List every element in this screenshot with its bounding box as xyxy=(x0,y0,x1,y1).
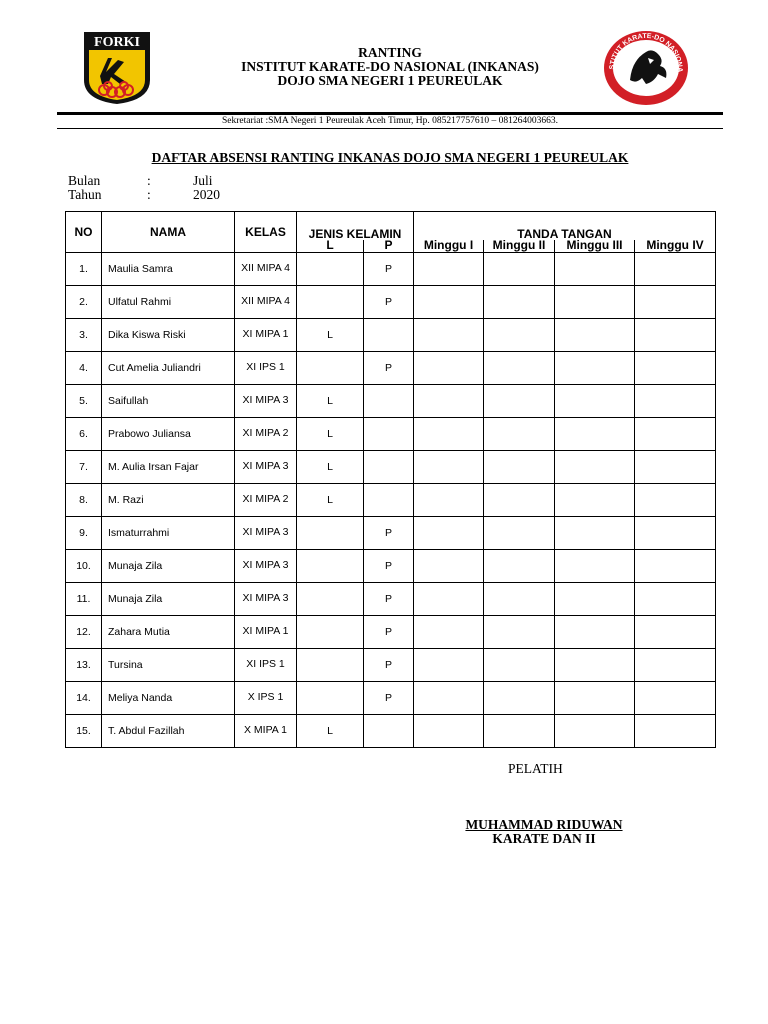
cell-signature-minggu-4 xyxy=(635,549,716,582)
secretariat-text: Sekretariat :SMA Negeri 1 Peureulak Aceh Timur, Hp. 085217757610 – 081264003663. xyxy=(221,116,559,126)
cell-nama: Ismaturrahmi xyxy=(102,516,235,549)
cell-p: P xyxy=(364,351,414,384)
table-row xyxy=(66,516,716,549)
cell-no: 13. xyxy=(66,648,102,681)
cell-signature-minggu-3 xyxy=(555,714,635,747)
cell-p: P xyxy=(364,615,414,648)
cell-kelas: XI MIPA 1 xyxy=(235,318,297,351)
cell-signature-minggu-2 xyxy=(484,384,555,417)
table-row xyxy=(66,615,716,648)
table-row xyxy=(66,417,716,450)
cell-kelas: XI MIPA 2 xyxy=(235,483,297,516)
document-title: DAFTAR ABSENSI RANTING INKANAS DOJO SMA NEGERI 1 PEUREULAK xyxy=(151,150,629,165)
cell-l xyxy=(297,516,364,549)
header-tanda-tangan: TANDA TANGAN xyxy=(414,212,716,240)
signature-rank: KARATE DAN II xyxy=(492,831,596,846)
cell-nama: Prabowo Juliansa xyxy=(102,417,235,450)
cell-signature-minggu-3 xyxy=(555,615,635,648)
cell-signature-minggu-1 xyxy=(414,417,484,450)
cell-p: P xyxy=(364,285,414,318)
cell-p xyxy=(364,318,414,351)
cell-signature-minggu-2 xyxy=(484,318,555,351)
cell-signature-minggu-3 xyxy=(555,648,635,681)
cell-kelas: XI MIPA 3 xyxy=(235,450,297,483)
cell-signature-minggu-3 xyxy=(555,351,635,384)
cell-signature-minggu-1 xyxy=(414,483,484,516)
cell-no: 9. xyxy=(66,516,102,549)
cell-nama: T. Abdul Fazillah xyxy=(102,714,235,747)
cell-nama: Maulia Samra xyxy=(102,252,235,285)
cell-nama: Meliya Nanda xyxy=(102,681,235,714)
cell-no: 11. xyxy=(66,582,102,615)
cell-signature-minggu-3 xyxy=(555,417,635,450)
cell-nama: Tursina xyxy=(102,648,235,681)
forki-logo-text: FORKI xyxy=(94,35,140,50)
cell-signature-minggu-1 xyxy=(414,648,484,681)
cell-signature-minggu-2 xyxy=(484,516,555,549)
cell-signature-minggu-1 xyxy=(414,285,484,318)
cell-kelas: XI IPS 1 xyxy=(235,351,297,384)
cell-kelas: X IPS 1 xyxy=(235,681,297,714)
table-row xyxy=(66,483,716,516)
cell-signature-minggu-1 xyxy=(414,384,484,417)
cell-l: L xyxy=(297,450,364,483)
cell-l: L xyxy=(297,483,364,516)
cell-no: 5. xyxy=(66,384,102,417)
cell-l: L xyxy=(297,384,364,417)
header-nama: NAMA xyxy=(102,212,235,253)
header-kelas: KELAS xyxy=(235,212,297,253)
signature-name: MUHAMMAD RIDUWAN xyxy=(465,817,623,832)
cell-signature-minggu-1 xyxy=(414,450,484,483)
pelatih-label: PELATIH xyxy=(508,761,563,776)
header-rule-thick xyxy=(57,112,723,115)
cell-signature-minggu-1 xyxy=(414,252,484,285)
cell-l xyxy=(297,252,364,285)
cell-nama: Munaja Zila xyxy=(102,549,235,582)
cell-nama: M. Razi xyxy=(102,483,235,516)
cell-p: P xyxy=(364,516,414,549)
cell-no: 4. xyxy=(66,351,102,384)
cell-signature-minggu-2 xyxy=(484,582,555,615)
header-minggu-4: Minggu IV xyxy=(635,240,716,253)
cell-kelas: X MIPA 1 xyxy=(235,714,297,747)
table-row xyxy=(66,681,716,714)
cell-kelas: XI MIPA 3 xyxy=(235,384,297,417)
cell-p: P xyxy=(364,549,414,582)
cell-l xyxy=(297,285,364,318)
table-body xyxy=(66,252,716,747)
cell-nama: M. Aulia Irsan Fajar xyxy=(102,450,235,483)
table-row xyxy=(66,318,716,351)
cell-kelas: XI MIPA 2 xyxy=(235,417,297,450)
cell-signature-minggu-2 xyxy=(484,549,555,582)
table-row xyxy=(66,582,716,615)
cell-signature-minggu-1 xyxy=(414,615,484,648)
cell-signature-minggu-1 xyxy=(414,681,484,714)
cell-signature-minggu-4 xyxy=(635,582,716,615)
cell-no: 2. xyxy=(66,285,102,318)
table-row xyxy=(66,252,716,285)
cell-l xyxy=(297,582,364,615)
cell-l: L xyxy=(297,714,364,747)
cell-signature-minggu-3 xyxy=(555,450,635,483)
cell-kelas: XI IPS 1 xyxy=(235,648,297,681)
cell-p xyxy=(364,450,414,483)
header-rule-thin xyxy=(57,128,723,129)
cell-signature-minggu-1 xyxy=(414,582,484,615)
cell-nama: Dika Kiswa Riski xyxy=(102,318,235,351)
bulan-value: Juli xyxy=(193,173,213,188)
cell-signature-minggu-2 xyxy=(484,681,555,714)
cell-no: 15. xyxy=(66,714,102,747)
header-dojo: DOJO SMA NEGERI 1 PEUREULAK xyxy=(277,73,503,88)
cell-kelas: XII MIPA 4 xyxy=(235,285,297,318)
cell-l xyxy=(297,351,364,384)
cell-p: P xyxy=(364,252,414,285)
tahun-colon: : xyxy=(147,187,151,202)
cell-nama: Munaja Zila xyxy=(102,582,235,615)
cell-signature-minggu-4 xyxy=(635,285,716,318)
cell-signature-minggu-2 xyxy=(484,417,555,450)
header-l: L xyxy=(297,240,364,253)
bulan-label: Bulan xyxy=(68,173,101,188)
cell-signature-minggu-1 xyxy=(414,351,484,384)
header-minggu-2: Minggu II xyxy=(484,240,555,253)
header-ranting: RANTING xyxy=(358,45,422,60)
cell-signature-minggu-3 xyxy=(555,318,635,351)
cell-no: 3. xyxy=(66,318,102,351)
table-row xyxy=(66,384,716,417)
cell-signature-minggu-2 xyxy=(484,648,555,681)
inkanas-bottom-text: INKANAS xyxy=(627,83,665,98)
cell-nama: Saifullah xyxy=(102,384,235,417)
cell-signature-minggu-3 xyxy=(555,681,635,714)
cell-signature-minggu-2 xyxy=(484,483,555,516)
cell-signature-minggu-3 xyxy=(555,582,635,615)
cell-signature-minggu-4 xyxy=(635,351,716,384)
cell-kelas: XI MIPA 3 xyxy=(235,582,297,615)
cell-signature-minggu-2 xyxy=(484,615,555,648)
cell-p: P xyxy=(364,681,414,714)
cell-no: 10. xyxy=(66,549,102,582)
cell-l xyxy=(297,648,364,681)
cell-kelas: XII MIPA 4 xyxy=(235,252,297,285)
cell-signature-minggu-1 xyxy=(414,318,484,351)
forki-logo xyxy=(82,30,152,105)
cell-signature-minggu-4 xyxy=(635,483,716,516)
cell-l: L xyxy=(297,318,364,351)
bulan-colon: : xyxy=(147,173,151,188)
cell-p xyxy=(364,483,414,516)
inkanas-logo xyxy=(602,30,690,106)
header-jenis-kelamin: JENIS KELAMIN xyxy=(297,212,414,240)
header-no: NO xyxy=(66,212,102,253)
cell-nama: Ulfatul Rahmi xyxy=(102,285,235,318)
table-row xyxy=(66,714,716,747)
table-row xyxy=(66,549,716,582)
table-row xyxy=(66,285,716,318)
cell-signature-minggu-3 xyxy=(555,285,635,318)
cell-signature-minggu-2 xyxy=(484,351,555,384)
cell-signature-minggu-3 xyxy=(555,549,635,582)
cell-no: 1. xyxy=(66,252,102,285)
table-row xyxy=(66,450,716,483)
cell-kelas: XI MIPA 3 xyxy=(235,549,297,582)
cell-signature-minggu-4 xyxy=(635,516,716,549)
cell-signature-minggu-2 xyxy=(484,252,555,285)
cell-signature-minggu-2 xyxy=(484,285,555,318)
cell-nama: Cut Amelia Juliandri xyxy=(102,351,235,384)
cell-signature-minggu-4 xyxy=(635,648,716,681)
header-minggu-1: Minggu I xyxy=(414,240,484,253)
cell-signature-minggu-4 xyxy=(635,450,716,483)
cell-signature-minggu-3 xyxy=(555,252,635,285)
cell-p xyxy=(364,714,414,747)
cell-signature-minggu-4 xyxy=(635,384,716,417)
table-row xyxy=(66,351,716,384)
cell-signature-minggu-4 xyxy=(635,252,716,285)
cell-signature-minggu-1 xyxy=(414,516,484,549)
cell-no: 8. xyxy=(66,483,102,516)
cell-signature-minggu-1 xyxy=(414,714,484,747)
cell-signature-minggu-1 xyxy=(414,549,484,582)
cell-signature-minggu-2 xyxy=(484,450,555,483)
cell-no: 14. xyxy=(66,681,102,714)
table-row xyxy=(66,648,716,681)
cell-kelas: XI MIPA 1 xyxy=(235,615,297,648)
header-p: P xyxy=(364,240,414,253)
cell-l xyxy=(297,681,364,714)
cell-no: 12. xyxy=(66,615,102,648)
cell-signature-minggu-4 xyxy=(635,417,716,450)
tahun-label: Tahun xyxy=(68,187,102,202)
cell-no: 6. xyxy=(66,417,102,450)
cell-l xyxy=(297,549,364,582)
cell-signature-minggu-3 xyxy=(555,384,635,417)
cell-no: 7. xyxy=(66,450,102,483)
cell-signature-minggu-3 xyxy=(555,516,635,549)
attendance-table xyxy=(65,211,716,748)
cell-p: P xyxy=(364,582,414,615)
cell-kelas: XI MIPA 3 xyxy=(235,516,297,549)
header-institute: INSTITUT KARATE-DO NASIONAL (INKANAS) xyxy=(241,59,539,74)
cell-p xyxy=(364,417,414,450)
cell-signature-minggu-4 xyxy=(635,681,716,714)
cell-signature-minggu-2 xyxy=(484,714,555,747)
cell-signature-minggu-4 xyxy=(635,318,716,351)
cell-signature-minggu-4 xyxy=(635,615,716,648)
cell-signature-minggu-4 xyxy=(635,714,716,747)
inkanas-ring-text: STITUT KARATE-DO NASIONA xyxy=(608,32,684,73)
header-minggu-3: Minggu III xyxy=(555,240,635,253)
cell-p xyxy=(364,384,414,417)
tahun-value: 2020 xyxy=(193,187,220,202)
cell-l: L xyxy=(297,417,364,450)
cell-p: P xyxy=(364,648,414,681)
cell-l xyxy=(297,615,364,648)
cell-nama: Zahara Mutia xyxy=(102,615,235,648)
cell-signature-minggu-3 xyxy=(555,483,635,516)
